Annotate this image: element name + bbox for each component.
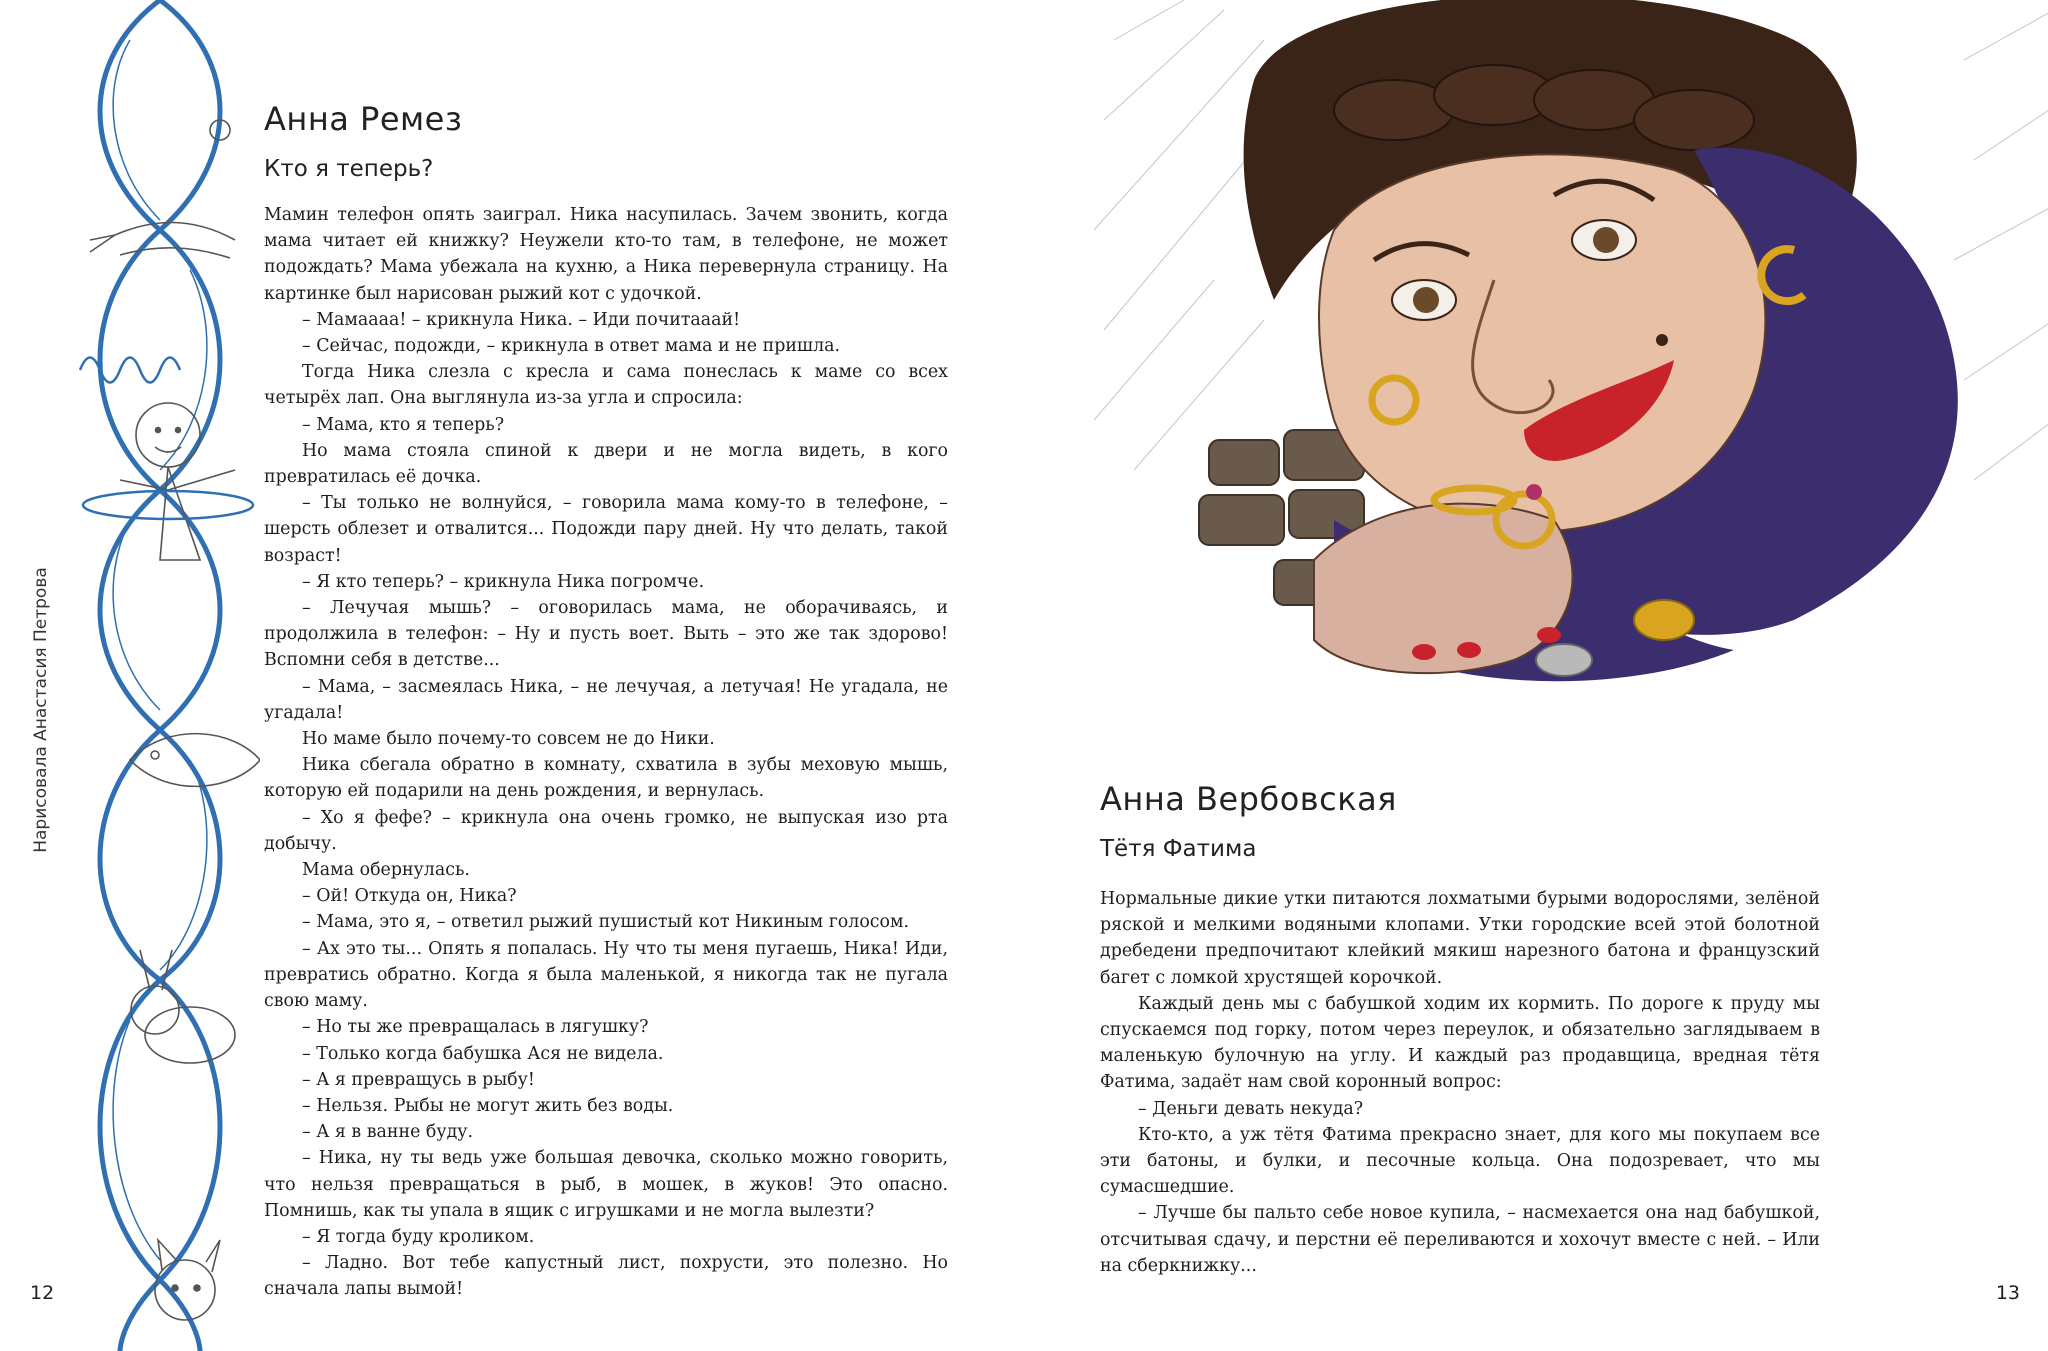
paragraph: – Ты только не волнуйся, – говорила мама кому-то в телефоне, – шерсть облезет и отвалится... Подожди пару дней. Ну что делать, такой возраст! xyxy=(264,493,948,566)
paragraph: Кто-кто, а уж тётя Фатима прекрасно знает, для кого мы покупаем все эти батоны, и булки, и песочные кольца. Она подозревает, что мы сумасшедшие. xyxy=(1100,1124,1820,1198)
portrait-illustration xyxy=(1094,0,2048,760)
paragraph: – Я кто теперь? – крикнула Ника погромче. xyxy=(302,571,705,592)
paragraph: Нормальные дикие утки питаются лохматыми бурыми водорослями, зелёной ряской и мелкими водяными клопами. Утки городские всей этой болотной дребедени предпочитают клейкий мякиш нарезного батона и французский багет с ломкой хрустящей корочкой. xyxy=(1100,889,1820,988)
illustrator-credit: Нарисовала Анастасия Петрова xyxy=(31,567,51,853)
paragraph: – А я в ванне буду. xyxy=(302,1122,474,1143)
story-title: Тётя Фатима xyxy=(1100,836,1257,862)
paragraph: – Но ты же превращалась в лягушку? xyxy=(302,1017,649,1038)
paragraph: – Я тогда буду кроликом. xyxy=(302,1226,535,1247)
paragraph: – Сейчас, подожди, – крикнула в ответ мама и не пришла. xyxy=(302,336,841,357)
spring-doodle xyxy=(80,358,180,383)
page-number: 13 xyxy=(1995,1282,2020,1304)
paragraph: – Мамаааа! – крикнула Ника. – Иди почитааай! xyxy=(302,309,741,330)
paragraph: Тогда Ника слезла с кресла и сама понеслась к маме со всех четырёх лап. Она выглянула из-за угла и спросила: xyxy=(264,362,948,409)
paragraph: – Ладно. Вот тебе капустный лист, похрусти, это полезно. Но сначала лапы вымой! xyxy=(264,1253,948,1300)
story-text xyxy=(264,202,948,1303)
author-name: Анна Вербовская xyxy=(1100,780,1397,818)
cat-doodle xyxy=(155,1240,220,1320)
bird-doodle xyxy=(90,120,235,258)
coin xyxy=(1634,600,1694,640)
paragraph: – Ника, ну ты ведь уже большая девочка, сколько можно говорить, что нельзя превращаться в рыб, в мошек, в жуков! Это опасно. Помнишь, как ты упала в ящик с игрушками и не могла вылезти? xyxy=(264,1148,948,1221)
paragraph: – Нельзя. Рыбы не могут жить без воды. xyxy=(302,1095,674,1116)
paragraph: Но маме было почему-то совсем не до Ники. xyxy=(302,729,715,750)
paragraph: – Ах это ты... Опять я попалась. Ну что ты меня пугаешь, Ника! Иди, превратись обратно. Когда я была маленькой, я никогда так не пугала свою маму. xyxy=(264,938,948,1012)
paragraph: Ника сбегала обратно в комнату, схватила в зубы меховую мышь, которую ей подарили на день рождения, и вернулась. xyxy=(264,755,948,802)
paragraph: Мамин телефон опять заиграл. Ника насупилась. Зачем звонить, когда мама читает ей книжку? Неужели кто-то там, в телефоне, не может подождать? Мама убежала на кухню, а Ника перевернула страницу. На картинке был нарисован рыжий кот с удочкой. xyxy=(264,205,948,304)
paragraph: – А я превращусь в рыбу! xyxy=(302,1069,535,1090)
paragraph: – Лечучая мышь? – оговорилась мама, не оборачиваясь, и продолжила в телефон: – Ну и пусть воет. Выть – это же так здорово! Вспомни себя в детстве... xyxy=(264,598,948,671)
girl-doodle xyxy=(120,403,235,560)
paragraph: Мама обернулась. xyxy=(302,860,470,881)
paragraph: – Хо я фефе? – крикнула она очень громко, не выпуская изо рта добычу. xyxy=(264,807,948,854)
paragraph: – Мама, кто я теперь? xyxy=(302,414,505,435)
paragraph: – Мама, – засмеялась Ника, – не лечучая, а летучая! Не угадала, не угадала! xyxy=(264,676,948,723)
page-number: 12 xyxy=(30,1282,55,1304)
coin xyxy=(1536,644,1592,676)
story-text xyxy=(1100,886,1820,1279)
paragraph: Каждый день мы с бабушкой ходим их кормить. По дороге к пруду мы спускаемся под горку, потом через переулок, и обязательно заглядываем в маленькую булочную на углу. И каждый раз продавщица, вредная тётя Фатима, задаёт нам свой коронный вопрос: xyxy=(1100,993,1820,1093)
right-page xyxy=(1024,0,2048,1351)
paragraph: – Мама, это я, – ответил рыжий пушистый кот Никиным голосом. xyxy=(302,912,910,933)
paragraph: Но мама стояла спиной к двери и не могла видеть, в кого превратилась её дочка. xyxy=(264,440,948,488)
paragraph: – Деньги девать некуда? xyxy=(1138,1098,1364,1119)
paragraph: – Лучше бы пальто себе новое купила, – насмехается она над бабушкой, отсчитывая сдачу, и перстни её переливаются и хохочут вместе с ней. – Или на сберкнижку... xyxy=(1100,1203,1820,1276)
dna-helix-illustration xyxy=(60,0,260,1351)
paragraph: – Только когда бабушка Ася не видела. xyxy=(302,1043,664,1064)
story-title: Кто я теперь? xyxy=(264,156,434,182)
paragraph: – Ой! Откуда он, Ника? xyxy=(302,886,517,907)
author-name: Анна Ремез xyxy=(264,100,463,138)
